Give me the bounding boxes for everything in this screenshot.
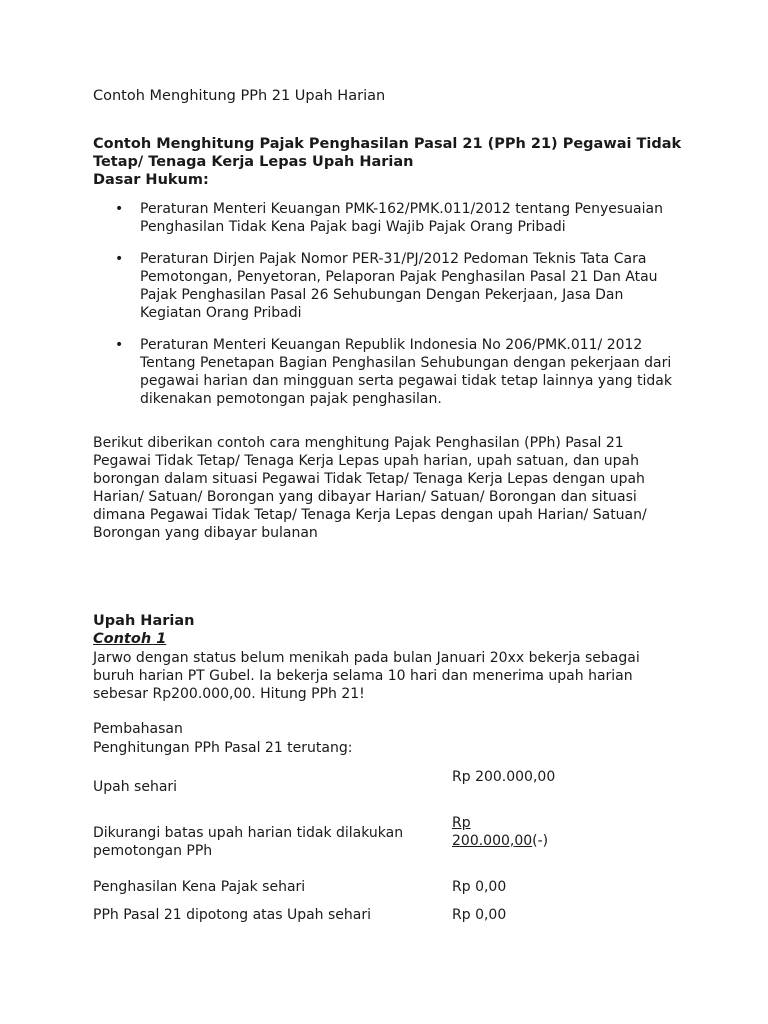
calculation-title: Penghitungan PPh Pasal 21 terutang:: [93, 740, 353, 756]
legal-basis-label: Dasar Hukum:: [93, 172, 209, 188]
subheading-title: Contoh Menghitung Pajak Penghasilan Pasal 21 (PPh 21) Pegawai Tidak Tetap/ Tenaga Kerja Lepas Upah Harian: [93, 136, 682, 170]
list-item: [115, 250, 675, 322]
list-item-text: Peraturan Menteri Keuangan Republik Indonesia No 206/PMK.011/ 2012 Tentang Penetapan Bagian Penghasilan Sehubungan dengan pekerjaan dari pegawai harian dan mingguan serta pegawai tidak tetap lainnya yang tidak dikenakan pemotongan pajak penghasilan.: [140, 337, 672, 407]
intro-paragraph: Berikut diberikan contoh cara menghitung Pajak Penghasilan (PPh) Pasal 21 Pegawai Tidak Tetap/ Tenaga Kerja Lepas upah harian, upah satuan, dan upah borongan dalam situasi Pegawai Tidak Tetap/ Tenaga Kerja Lepas dengan upah Harian/ Satuan/ Borongan yang dibayar Harian/ Satuan/ Borongan dan situasi dimana Pegawai Tidak Tetap/ Tenaga Kerja Lepas dengan upah Harian/ Satuan/ Borongan yang dibayar bulanan: [93, 435, 647, 541]
calc-value-text: Rp 200.000,00: [452, 815, 533, 849]
bullet-icon: •: [115, 337, 124, 353]
discussion-label: Pembahasan: [93, 721, 183, 737]
calc-value-text: Rp 200.000,00: [452, 769, 556, 785]
list-item-text: Peraturan Menteri Keuangan PMK-162/PMK.011/2012 tentang Penyesuaian Penghasilan Tidak Kena Pajak bagi Wajib Pajak Orang Pribadi: [140, 201, 663, 235]
calc-row-label: Penghasilan Kena Pajak sehari: [93, 879, 306, 895]
list-item: [115, 200, 675, 236]
calc-row-label: Dikurangi batas upah harian tidak dilakukan pemotongan PPh: [93, 825, 404, 859]
subheading: [93, 135, 693, 189]
bullet-icon: •: [115, 251, 124, 267]
legal-basis-list: [115, 200, 675, 422]
example-text: Jarwo dengan status belum menikah pada bulan Januari 20xx bekerja sebagai buruh harian PT Gubel. Ia bekerja selama 10 hari dan menerima upah harian sebesar Rp200.000,00. Hitung PPh 21!: [93, 650, 640, 702]
document-title: Contoh Menghitung PPh 21 Upah Harian: [93, 88, 386, 104]
example-title: Contoh 1: [93, 631, 167, 647]
calc-row-value: Rp 0,00: [452, 879, 507, 895]
section-title: Upah Harian: [93, 613, 195, 629]
calc-value-suffix: (-): [532, 833, 549, 849]
calc-row-label: Upah sehari: [93, 779, 178, 795]
list-item-text: Peraturan Dirjen Pajak Nomor PER-31/PJ/2012 Pedoman Teknis Tata Cara Pemotongan, Penyetoran, Pelaporan Pajak Penghasilan Pasal 21 Dan Atau Pajak Penghasilan Pasal 26 Sehubungan Dengan Pekerjaan, Jasa Dan Kegiatan Orang Pribadi: [140, 251, 658, 321]
bullet-icon: •: [115, 201, 124, 217]
calc-row-label: PPh Pasal 21 dipotong atas Upah sehari: [93, 907, 372, 923]
calc-row-value: [452, 768, 562, 786]
calc-row-value: Rp 0,00: [452, 907, 507, 923]
calc-row-value: [452, 814, 562, 850]
list-item: [115, 336, 675, 408]
